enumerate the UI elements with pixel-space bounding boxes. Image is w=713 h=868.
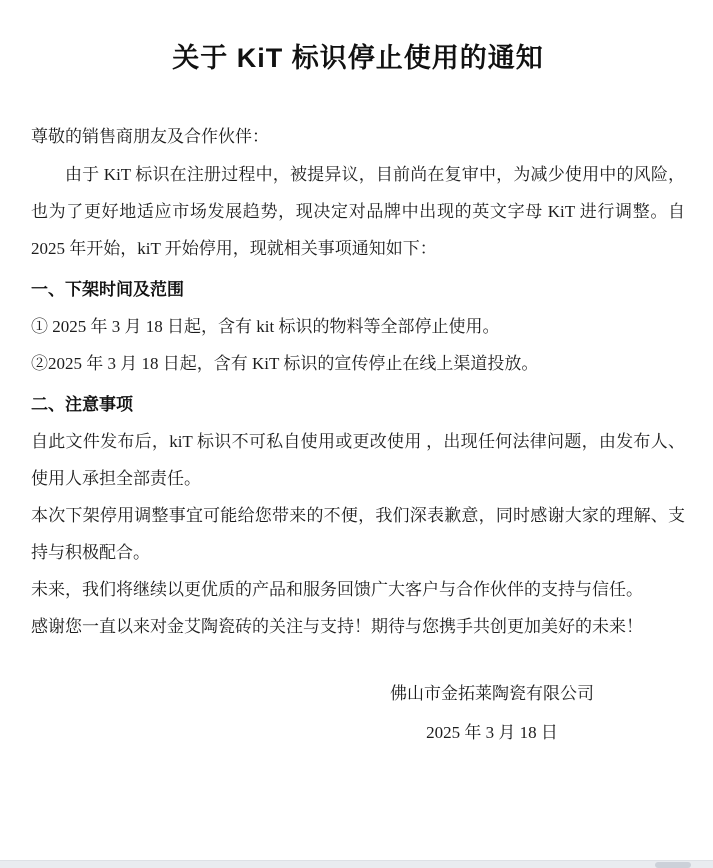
section1-item-2: ②2025 年 3 月 18 日起，含有 KiT 标识的宣传停止在线上渠道投放。 [31, 354, 539, 373]
section2-paragraph-2: 本次下架停用调整事宜可能给您带来的不便，我们深表歉意，同时感谢大家的理解、支持与积极配合。 [31, 506, 685, 562]
section2-paragraph-4: 感谢您一直以来对金艾陶瓷砖的关注与支持！期待与您携手共创更加美好的未来！ [31, 617, 643, 636]
section2-heading: 二、注意事项 [31, 395, 133, 414]
signature-block [327, 675, 657, 751]
document-title: 关于 KiT 标识停止使用的通知 [172, 43, 544, 73]
greeting-line: 尊敬的销售商朋友及合作伙伴： [31, 127, 269, 146]
section1-heading: 一、下架时间及范围 [31, 280, 184, 299]
section2-paragraph-3: 未来，我们将继续以更优质的产品和服务回馈广大客户与合作伙伴的支持与信任。 [31, 580, 643, 599]
horizontal-scrollbar-track[interactable] [0, 860, 713, 868]
section2-paragraph-1: 自此文件发布后，kiT 标识不可私自使用或更改使用 ，出现任何法律问题，由发布人、使用人承担全部责任。 [31, 432, 685, 488]
signature-date: 2025 年 3 月 18 日 [426, 723, 558, 742]
signature-company: 佛山市金拓莱陶瓷有限公司 [390, 684, 594, 703]
section1-item-1: ① 2025 年 3 月 18 日起，含有 kit 标识的物料等全部停止使用。 [31, 317, 500, 336]
horizontal-scrollbar-thumb[interactable] [655, 862, 691, 868]
intro-paragraph: 由于 KiT 标识在注册过程中，被提异议，目前尚在复审中，为减少使用中的风险，也为了更好地适应市场发展趋势，现决定对品牌中出现的英文字母 KiT 进行调整。自 2025 年开始，kiT 开始停用，现就相关事项通知如下： [31, 165, 685, 258]
